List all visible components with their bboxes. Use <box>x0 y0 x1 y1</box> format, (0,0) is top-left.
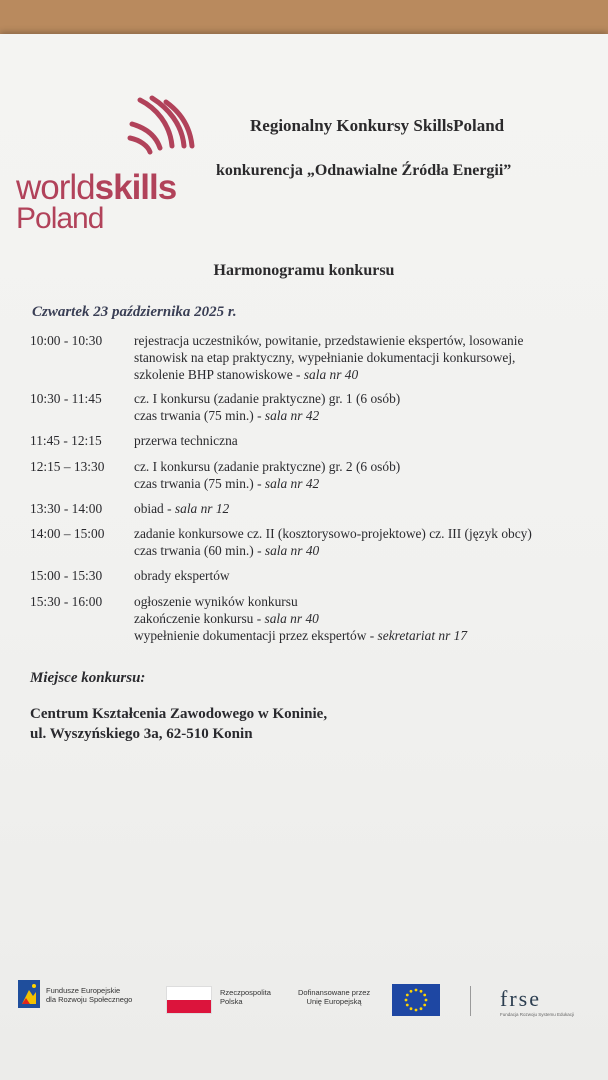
row-time: 11:45 - 12:15 <box>30 433 102 448</box>
frse-subtitle: Fundacja Rozwoju Systemu Edukacji <box>500 1012 575 1017</box>
competition-title: Regionalny Konkursy SkillsPoland <box>250 116 505 135</box>
worldskills-flame-icon <box>126 94 206 164</box>
schedule-date: Czwartek 23 października 2025 r. <box>32 304 237 320</box>
row-time: 10:00 - 10:30 <box>30 333 103 348</box>
document-page <box>0 34 608 1080</box>
row-time: 15:00 - 15:30 <box>30 568 103 583</box>
worldskills-poland-logo <box>14 94 204 244</box>
row-description: ogłoszenie wyników konkursu zakończenie konkursu - sala nr 40 wypełnienie dokumentacji przez ekspertów - sekretariat nr 17 <box>134 594 468 643</box>
schedule-title: Harmonogramu konkursu <box>213 262 395 279</box>
row-time: 12:15 – 13:30 <box>30 459 105 474</box>
row-description: obiad - sala nr 12 <box>134 501 230 516</box>
row-description: zadanie konkursowe cz. II (kosztorysowo-projektowe) cz. III (język obcy) czas trwania (60 min.) - sala nr 40 <box>134 526 532 558</box>
row-description: rejestracja uczestników, powitanie, przedstawienie ekspertów, losowanie stanowisk na etap praktyczny, wypełnianie dokumentacji konkursowej, szkolenie BHP stanowiskowe - sala nr 40 <box>134 333 524 382</box>
poland-text: Rzeczpospolita Polska <box>220 988 271 1006</box>
footer-divider <box>470 986 471 1016</box>
funding-footer <box>0 974 608 1034</box>
row-time: 13:30 - 14:00 <box>30 501 103 516</box>
row-time: 10:30 - 11:45 <box>30 391 102 406</box>
venue-address: Centrum Kształcenia Zawodowego w Koninie, ul. Wyszyńskiego 3a, 62-510 Konin <box>30 706 328 742</box>
row-description: przerwa techniczna <box>134 433 238 448</box>
eu-funding-text: Dofinansowane przez Unię Europejską <box>298 988 371 1006</box>
logo-wordmark: worldskills <box>16 168 177 207</box>
row-time: 15:30 - 16:00 <box>30 594 103 609</box>
european-funds-icon <box>18 980 40 1008</box>
european-funds-text: Fundusze Europejskie dla Rozwoju Społecznego <box>46 986 133 1004</box>
venue-label: Miejsce konkursu: <box>30 670 146 686</box>
eu-flag-icon <box>392 984 440 1016</box>
row-time: 14:00 – 15:00 <box>30 526 105 541</box>
poland-flag-icon <box>166 986 212 1014</box>
row-description: obrady ekspertów <box>134 568 230 583</box>
frse-logo: frse <box>500 986 541 1011</box>
logo-country: Poland <box>16 202 104 235</box>
competition-category: konkurencja „Odnawialne Źródła Energii” <box>216 162 512 179</box>
row-description: cz. I konkursu (zadanie praktyczne) gr. 1 (6 osób) czas trwania (75 min.) - sala nr 42 <box>134 391 401 423</box>
row-description: cz. I konkursu (zadanie praktyczne) gr. 2 (6 osób) czas trwania (75 min.) - sala nr 42 <box>134 459 401 491</box>
